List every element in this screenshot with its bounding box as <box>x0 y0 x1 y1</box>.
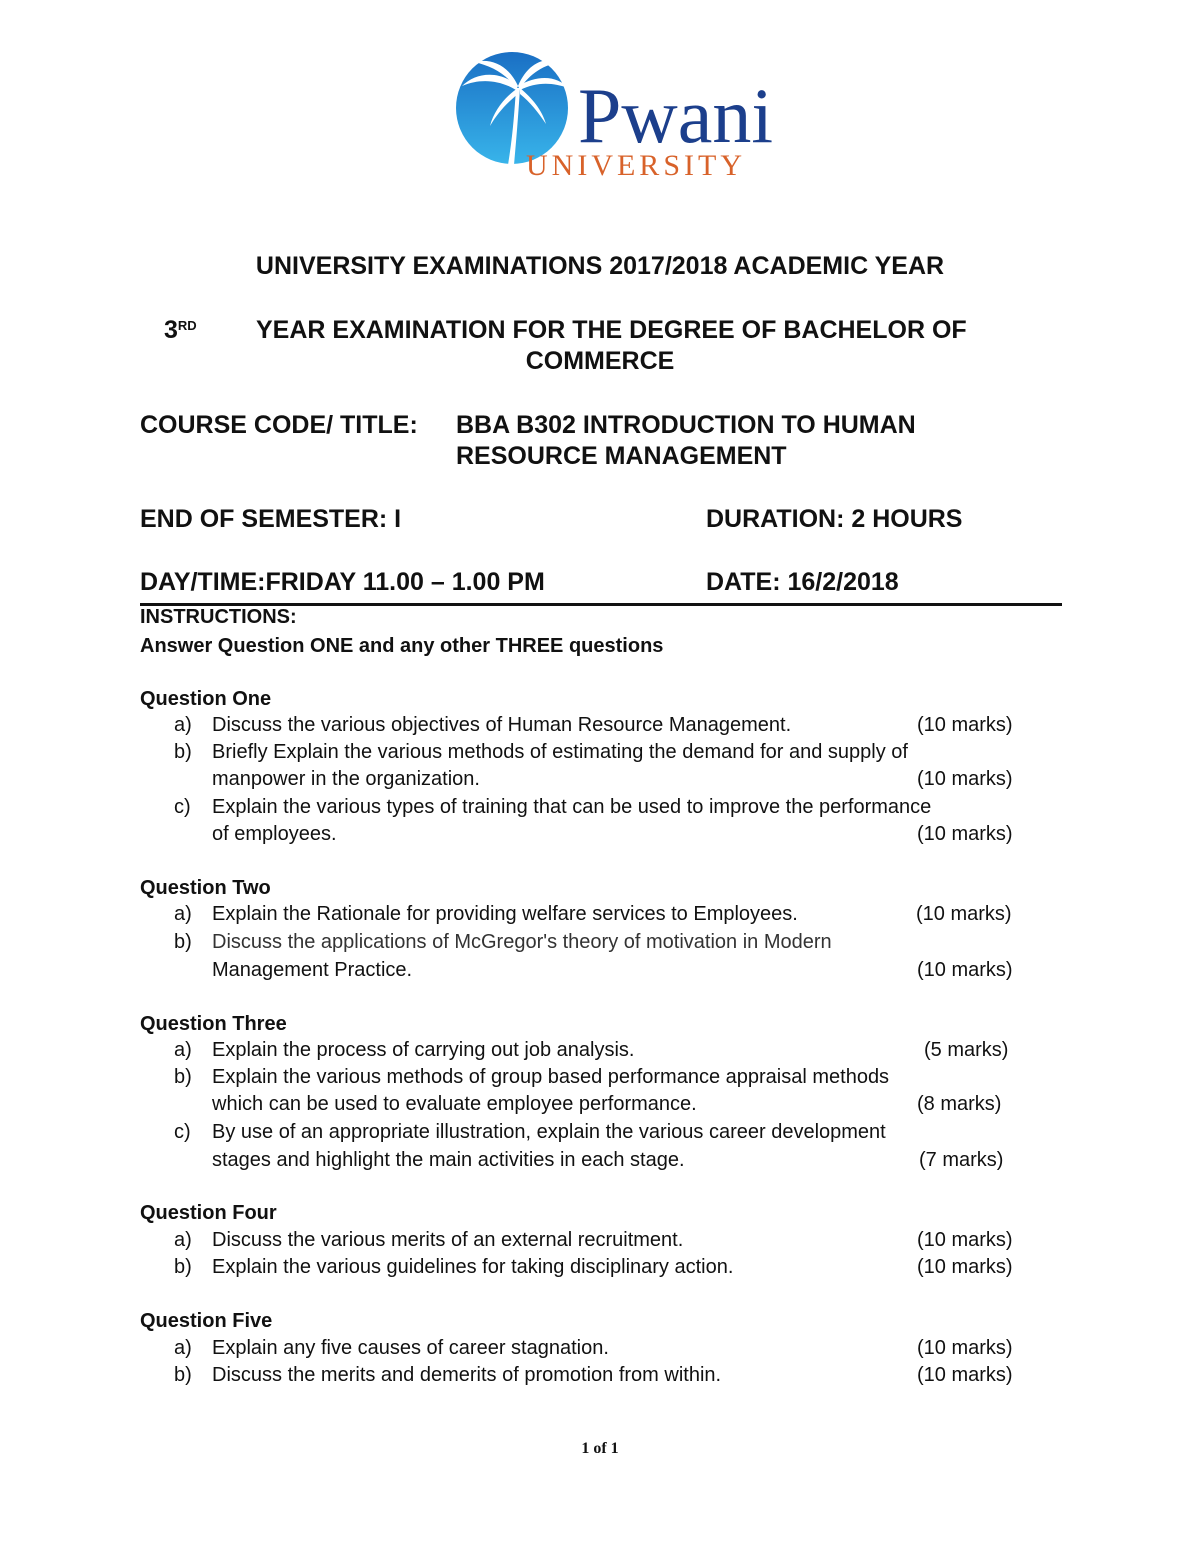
degree-name: COMMERCE <box>525 347 675 375</box>
q3-c-marks: (7 marks) <box>919 1149 1004 1171</box>
day-time: DAY/TIME:FRIDAY 11.00 – 1.00 PM <box>140 568 545 596</box>
q1-a-marks: (10 marks) <box>917 714 1013 736</box>
q5-b-marks: (10 marks) <box>917 1364 1013 1386</box>
question-two-title: Question Two <box>140 877 271 899</box>
degree-line: YEAR EXAMINATION FOR THE DEGREE OF BACHELOR OF <box>256 316 967 344</box>
page-number: 1 of 1 <box>581 1440 619 1457</box>
university-logo <box>450 50 773 182</box>
exam-date: DATE: 16/2/2018 <box>706 568 899 596</box>
question-five-title: Question Five <box>140 1310 273 1332</box>
question-four-title: Question Four <box>140 1202 277 1224</box>
q2-b-marks: (10 marks) <box>917 959 1013 981</box>
question-one-title: Question One <box>140 688 272 710</box>
semester: END OF SEMESTER: I <box>140 505 402 533</box>
q4-a-marks: (10 marks) <box>917 1229 1013 1251</box>
instructions-text: Answer Question ONE and any other THREE questions <box>140 635 664 657</box>
exam-title: UNIVERSITY EXAMINATIONS 2017/2018 ACADEMIC YEAR <box>255 252 945 280</box>
q2-a-marks: (10 marks) <box>916 903 1012 925</box>
q1-b-marks: (10 marks) <box>917 768 1013 790</box>
logo-name: Pwani <box>578 72 773 159</box>
q3-a-marks: (5 marks) <box>924 1039 1009 1061</box>
q3-b-marks: (8 marks) <box>917 1093 1002 1115</box>
year-superscript: RD <box>177 318 197 333</box>
question-three-title: Question Three <box>140 1013 287 1035</box>
logo-sub: UNIVERSITY <box>526 149 746 182</box>
duration: DURATION: 2 HOURS <box>706 505 963 533</box>
q4-b-marks: (10 marks) <box>917 1256 1013 1278</box>
q1-c-marks: (10 marks) <box>917 823 1013 845</box>
instructions-title: INSTRUCTIONS: <box>140 606 297 628</box>
course-title-1: BBA B302 INTRODUCTION TO HUMAN <box>456 411 916 439</box>
course-label: COURSE CODE/ TITLE: <box>140 411 418 439</box>
year-number: 3RD <box>164 316 197 344</box>
course-title-2: RESOURCE MANAGEMENT <box>456 442 787 470</box>
q5-a-marks: (10 marks) <box>917 1337 1013 1359</box>
